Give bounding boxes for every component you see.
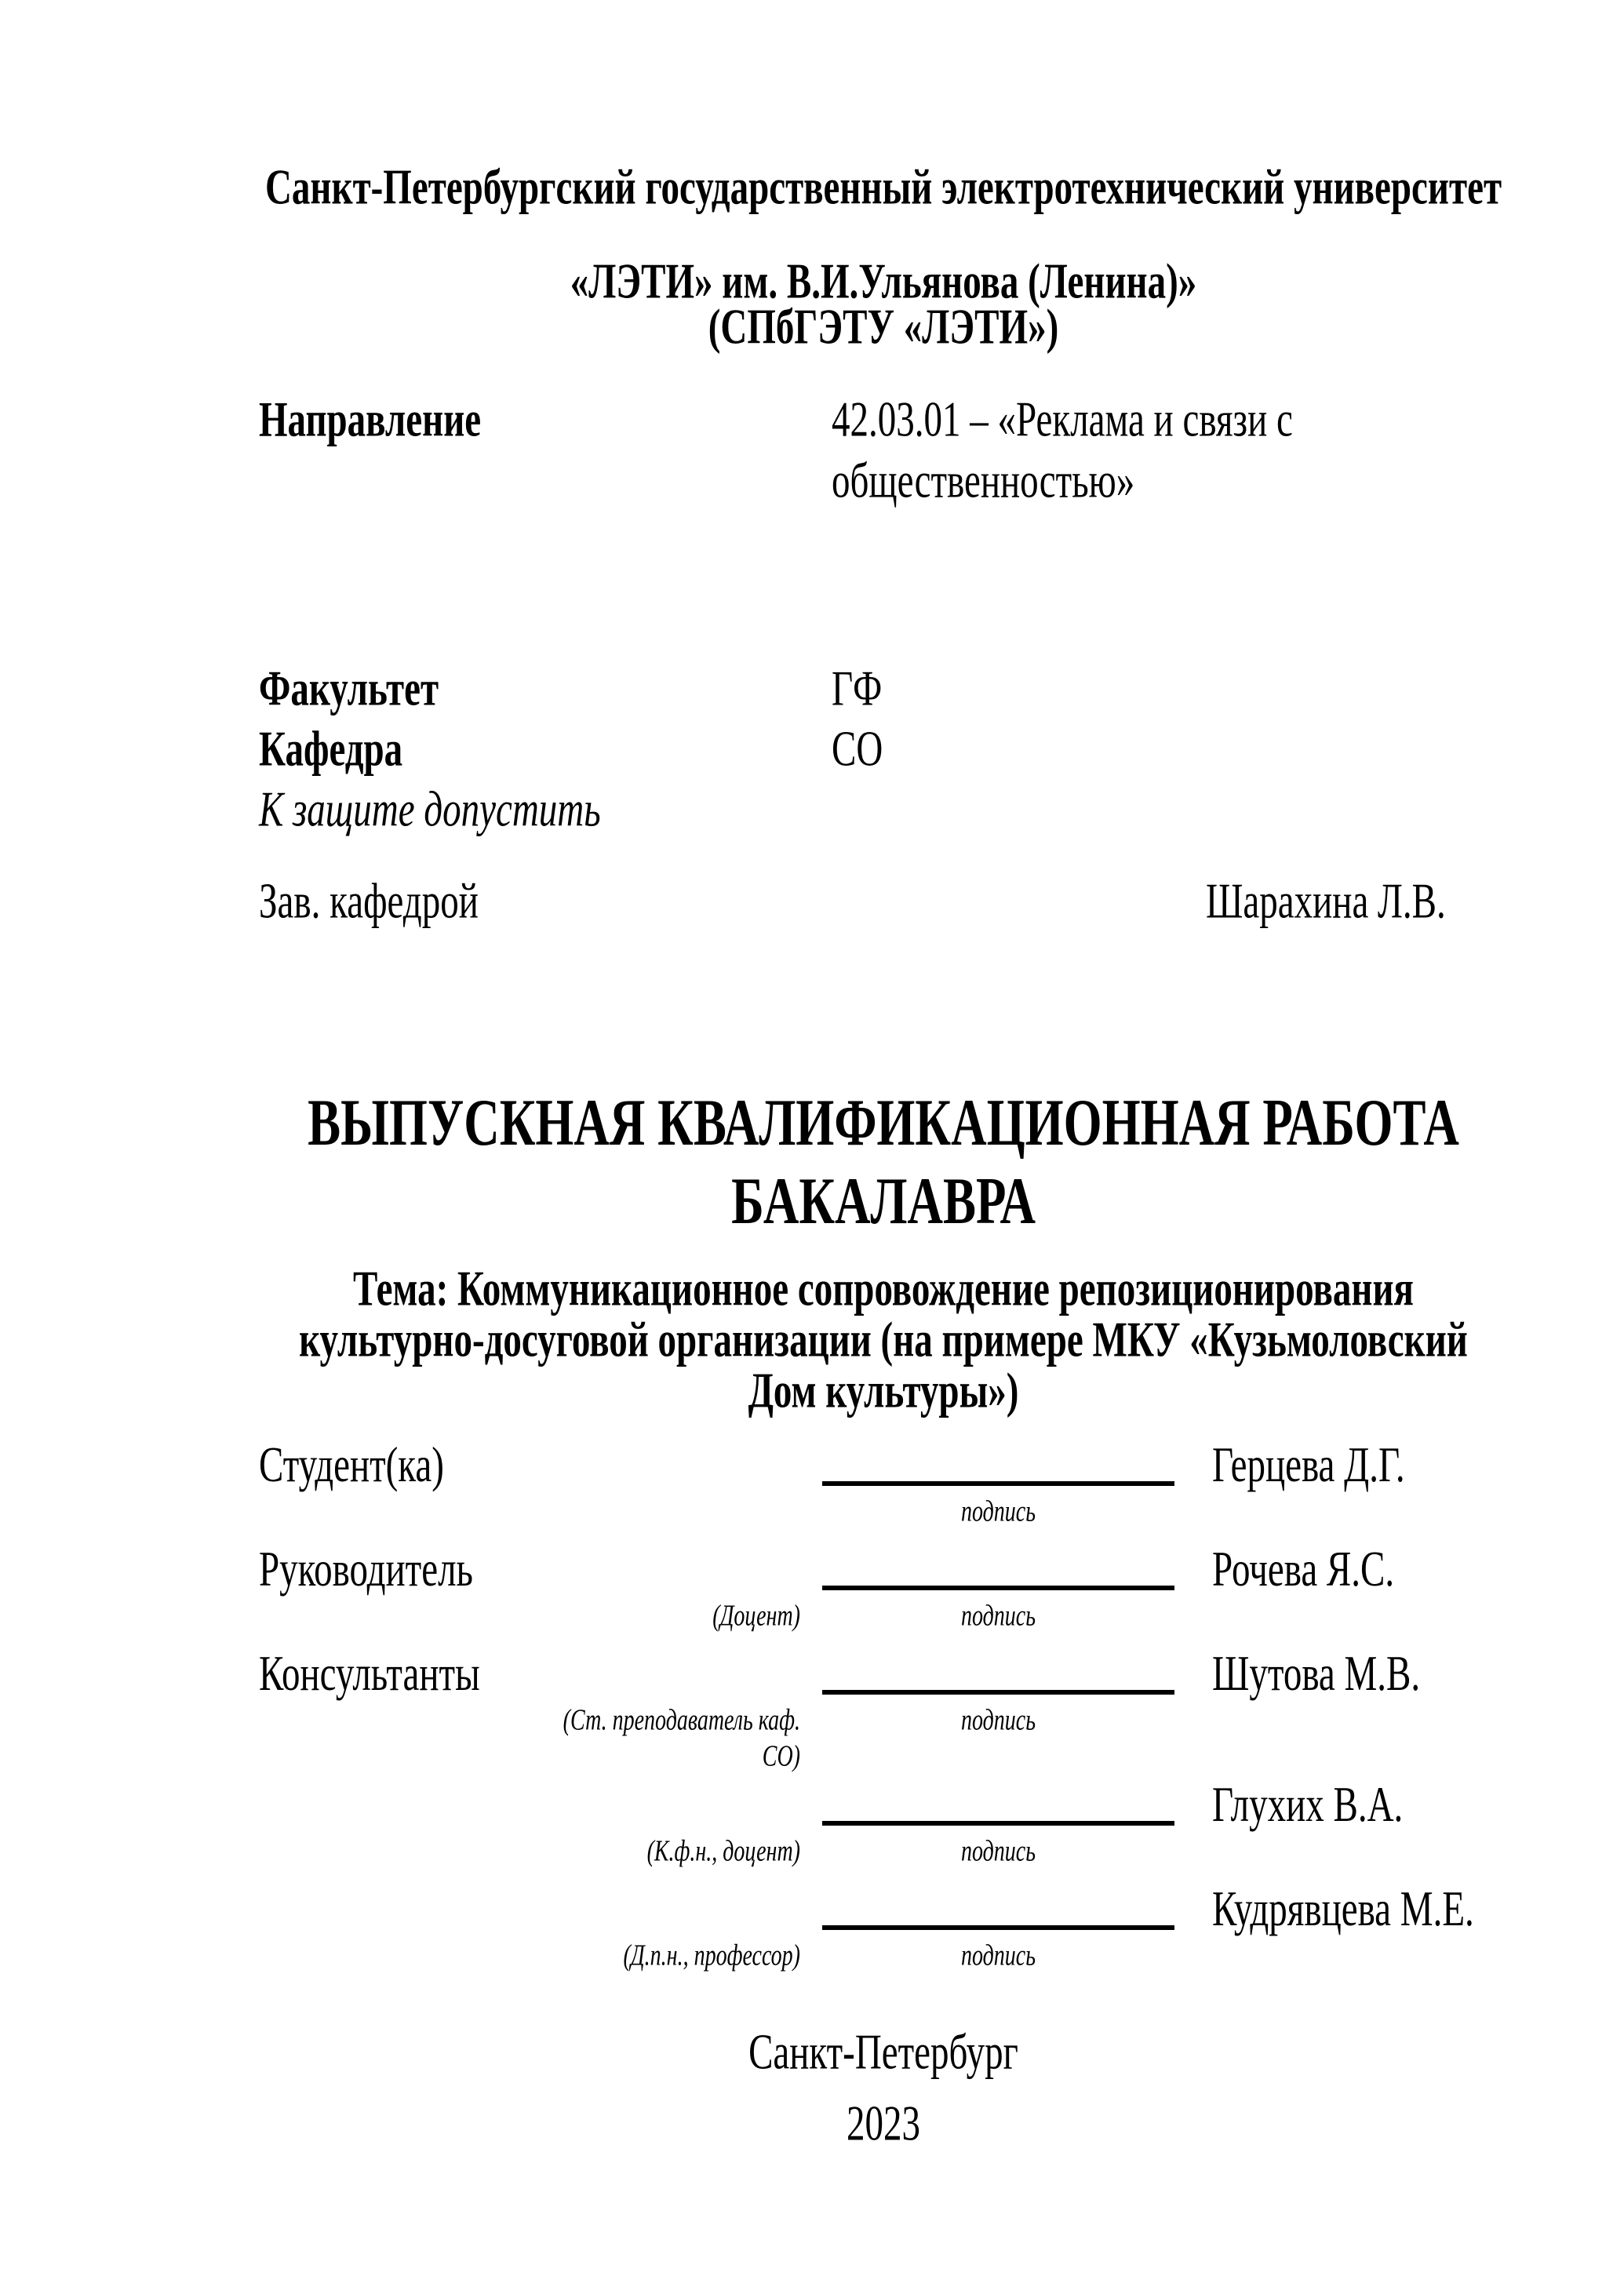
- signature-row-consultant-1: [259, 1644, 1508, 1773]
- signature-line: [822, 1880, 1174, 1930]
- signature-caption: подпись: [961, 1495, 1036, 1528]
- signature-name: Глухих В.А.: [1212, 1777, 1404, 1833]
- direction-value: 42.03.01 – «Реклама и связи с общественностью»: [832, 392, 1293, 509]
- signature-caption: подпись: [961, 1704, 1036, 1737]
- faculty-label: Факультет: [259, 661, 439, 717]
- department-head-label: Зав. кафедрой: [259, 874, 479, 930]
- signature-line: [822, 1436, 1174, 1486]
- signature-label: Студент(ка): [259, 1437, 444, 1493]
- department-value: СО: [832, 722, 883, 777]
- signature-role: (Д.п.н., профессор): [623, 1939, 800, 1972]
- direction-row: [259, 389, 1508, 509]
- signature-role: (Доцент): [712, 1600, 800, 1633]
- signature-row-student: [259, 1436, 1508, 1528]
- signature-role: (Ст. преподаватель каф. СО): [563, 1704, 800, 1773]
- signature-role: [541, 1486, 822, 1531]
- signature-name: Шутова М.В.: [1212, 1646, 1421, 1702]
- signature-name: Герцева Д.Г.: [1212, 1437, 1405, 1493]
- university-abbr: (СПбГЭТУ «ЛЭТИ»): [708, 300, 1059, 355]
- admission-note: К защите допустить: [259, 782, 601, 838]
- signature-row-consultant-2: [259, 1775, 1508, 1868]
- university-subheader: [259, 251, 1508, 355]
- signature-line: [822, 1540, 1174, 1590]
- signature-label: [259, 1775, 541, 1843]
- signature-line: [822, 1775, 1174, 1826]
- signature-row-consultant-3: [259, 1880, 1508, 1972]
- work-title-line2: БАКАЛАВРА: [731, 1163, 1036, 1238]
- faculty-value: ГФ: [832, 661, 883, 717]
- signature-name: Рочева Я.С.: [1212, 1542, 1395, 1597]
- signature-name: Кудрявцева М.Е.: [1212, 1881, 1474, 1937]
- faculty-block: [259, 649, 1508, 838]
- work-title: [259, 1069, 1508, 1238]
- signature-row-supervisor: [259, 1540, 1508, 1633]
- department-label: Кафедра: [259, 722, 403, 777]
- signature-label: Руководитель: [259, 1542, 473, 1597]
- university-name-short: «ЛЭТИ» им. В.И.Ульянова (Ленина)»: [570, 254, 1197, 310]
- department-row: [259, 709, 1508, 777]
- department-head-row: [259, 871, 1508, 930]
- work-theme: Тема: Коммуникационное сопровождение репозиционирования культурно-досуговой организации (на примере МКУ «Кузьмоловский Дом культуры»): [299, 1262, 1468, 1419]
- signature-caption: подпись: [961, 1939, 1036, 1972]
- faculty-row: [259, 649, 1508, 717]
- work-title-line1: ВЫПУСКНАЯ КВАЛИФИКАЦИОННАЯ РАБОТА: [308, 1085, 1459, 1160]
- direction-label: Направление: [259, 392, 482, 448]
- footer-year: 2023: [847, 2096, 920, 2152]
- department-head-name: Шарахина Л.В.: [1206, 874, 1446, 930]
- signature-caption: подпись: [961, 1835, 1036, 1868]
- signature-caption: подпись: [961, 1600, 1036, 1633]
- university-name: Санкт-Петербургский государственный электротехнический университет: [264, 160, 1502, 216]
- signature-line: [822, 1644, 1174, 1695]
- signatures-section: [259, 1436, 1508, 1972]
- footer-city: Санкт-Петербург: [748, 2025, 1018, 2081]
- signature-label: Консультанты: [259, 1646, 480, 1702]
- signature-label: [259, 1880, 541, 1947]
- signature-role: (К.ф.н., доцент): [646, 1835, 800, 1868]
